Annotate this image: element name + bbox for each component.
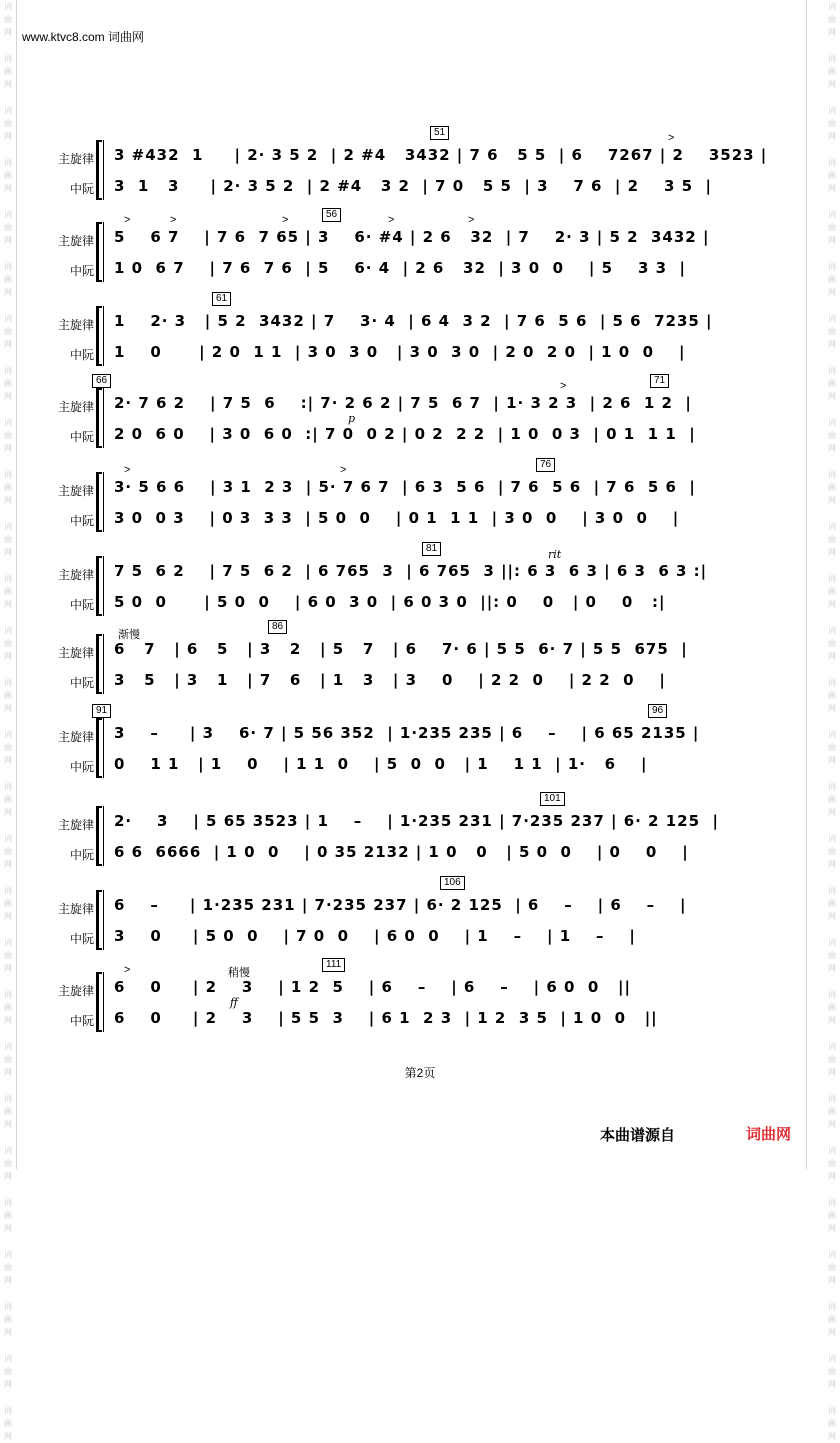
system-brace bbox=[96, 556, 102, 616]
zhongruan-notation: 3 0 | 5 0 0 | 7 0 0 | 6 0 0 | 1 – | 1 – | bbox=[114, 927, 636, 945]
score-system bbox=[0, 705, 840, 780]
melody-notation: 3 #432 1 | 2· 3 5 2 | 2 #4 3432 | 7 6 5 5 | 6 7267 | 2 3523 | bbox=[114, 146, 768, 164]
melody-notation: 3 – | 3 6· 7 | 5 56 352 | 1·235 235 | 6 – | 6 65 2135 | bbox=[114, 724, 700, 742]
score-system bbox=[0, 293, 840, 368]
system-brace bbox=[96, 472, 102, 532]
part-label-zhongruan: 中阮 bbox=[69, 1014, 94, 1028]
page-number: 第2页 bbox=[404, 1066, 436, 1080]
accent-mark: > bbox=[468, 214, 475, 226]
part-label-melody: 主旋律 bbox=[57, 152, 94, 166]
melody-notation: 1 2· 3 | 5 2 3432 | 7 3· 4 | 6 4 3 2 | 7 6 5 6 | 5 6 7235 | bbox=[114, 312, 713, 330]
measure-number: 61 bbox=[212, 292, 231, 306]
measure-number: 71 bbox=[650, 374, 669, 388]
score-system bbox=[0, 793, 840, 868]
system-brace-line bbox=[103, 634, 104, 694]
part-label-zhongruan: 中阮 bbox=[69, 182, 94, 196]
measure-number: 106 bbox=[440, 876, 465, 890]
system-brace bbox=[96, 140, 102, 200]
zhongruan-notation: 2 0 6 0 | 3 0 6 0 :| 7 0 0 2 | 0 2 2 2 | 1 0 0 3 | 0 1 1 1 | bbox=[114, 425, 696, 443]
score-system bbox=[0, 209, 840, 284]
part-label-melody: 主旋律 bbox=[57, 730, 94, 744]
system-brace-line bbox=[103, 972, 104, 1032]
measure-number: 86 bbox=[268, 620, 287, 634]
accent-mark: > bbox=[282, 214, 289, 226]
system-brace bbox=[96, 388, 102, 448]
system-brace-line bbox=[103, 718, 104, 778]
melody-notation: 7 5 6 2 | 7 5 6 2 | 6 765 3 | 6 765 3 ||: 6 3 6 3 | 6 3 6 3 :| bbox=[114, 562, 708, 580]
system-brace bbox=[96, 718, 102, 778]
score-system bbox=[0, 459, 840, 534]
zhongruan-notation: 1 0 | 2 0 1 1 | 3 0 3 0 | 3 0 3 0 | 2 0 2 0 | 1 0 0 | bbox=[114, 343, 686, 361]
accent-mark: > bbox=[340, 464, 347, 476]
zhongruan-notation: 6 6 6666 | 1 0 0 | 0 35 2132 | 1 0 0 | 5 0 0 | 0 0 | bbox=[114, 843, 689, 861]
site-url[interactable]: www.ktvc8.com 词曲网 bbox=[22, 30, 145, 44]
system-brace bbox=[96, 634, 102, 694]
part-label-melody: 主旋律 bbox=[57, 646, 94, 660]
part-label-zhongruan: 中阮 bbox=[69, 932, 94, 946]
part-label-zhongruan: 中阮 bbox=[69, 430, 94, 444]
system-brace-line bbox=[103, 472, 104, 532]
score-system bbox=[0, 959, 840, 1034]
accent-mark: > bbox=[170, 214, 177, 226]
zhongruan-notation: 3 0 0 3 | 0 3 3 3 | 5 0 0 | 0 1 1 1 | 3 0 0 | 3 0 0 | bbox=[114, 509, 680, 527]
system-brace-line bbox=[103, 388, 104, 448]
expression-mark: rit bbox=[548, 548, 562, 561]
score-system bbox=[0, 375, 840, 450]
system-brace bbox=[96, 222, 102, 282]
measure-number: 56 bbox=[322, 208, 341, 222]
system-brace bbox=[96, 806, 102, 866]
zhongruan-notation: 5 0 0 | 5 0 0 | 6 0 3 0 | 6 0 3 0 ||: 0 0 | 0 0 :| bbox=[114, 593, 666, 611]
score-system bbox=[0, 621, 840, 696]
part-label-zhongruan: 中阮 bbox=[69, 264, 94, 278]
part-label-zhongruan: 中阮 bbox=[69, 676, 94, 690]
part-label-melody: 主旋律 bbox=[57, 902, 94, 916]
zhongruan-notation: 3 1 3 | 2· 3 5 2 | 2 #4 3 2 | 7 0 5 5 | 3 7 6 | 2 3 5 | bbox=[114, 177, 712, 195]
zhongruan-notation: 6 0 | 2 3 | 5 5 3 | 6 1 2 3 | 1 2 3 5 | 1 0 0 || bbox=[114, 1009, 658, 1027]
measure-number: 91 bbox=[92, 704, 111, 718]
part-label-zhongruan: 中阮 bbox=[69, 348, 94, 362]
system-brace bbox=[96, 306, 102, 366]
melody-notation: 5 6 7 | 7 6 7 65 | 3 6· #4 | 2 6 32 | 7 2· 3 | 5 2 3432 | bbox=[114, 228, 710, 246]
measure-number: 101 bbox=[540, 792, 565, 806]
expression-mark: 渐慢 bbox=[118, 629, 140, 641]
part-label-melody: 主旋律 bbox=[57, 818, 94, 832]
measure-number: 66 bbox=[92, 374, 111, 388]
accent-mark: > bbox=[124, 964, 131, 976]
melody-notation: 6 0 | 2 3 | 1 2 5 | 6 – | 6 – | 6 0 0 || bbox=[114, 978, 631, 996]
expression-mark: p bbox=[348, 412, 356, 425]
system-brace-line bbox=[103, 222, 104, 282]
zhongruan-notation: 0 1 1 | 1 0 | 1 1 0 | 5 0 0 | 1 1 1 | 1· 6 | bbox=[114, 755, 648, 773]
melody-notation: 3· 5 6 6 | 3 1 2 3 | 5· 7 6 7 | 6 3 5 6 | 7 6 5 6 | 7 6 5 6 | bbox=[114, 478, 696, 496]
accent-mark: > bbox=[388, 214, 395, 226]
system-brace bbox=[96, 972, 102, 1032]
measure-number: 111 bbox=[322, 958, 345, 972]
zhongruan-notation: 3 5 | 3 1 | 7 6 | 1 3 | 3 0 | 2 2 0 | 2 2 0 | bbox=[114, 671, 666, 689]
system-brace-line bbox=[103, 306, 104, 366]
accent-mark: > bbox=[560, 380, 567, 392]
right-edge-watermark: 词 曲 网 词 曲 网 词 曲 网 词 曲 网 词 曲 网 词 曲 网 词 曲 网 词 曲 网 词 曲 网 词 曲 网 词 曲 网 词 曲 网 词 曲 网 词 曲 网 词 曲 网 词 曲 网 词 曲 网 词 曲 网 词 曲 网 词 曲 网 词 曲 网 词 曲 网 词 曲 网 词 曲 网 词 曲 网 词 曲 网 词 曲 网 词 曲 网 bbox=[828, 2, 836, 1441]
measure-number: 81 bbox=[422, 542, 441, 556]
part-label-melody: 主旋律 bbox=[57, 400, 94, 414]
melody-notation: 6 – | 1·235 231 | 7·235 237 | 6· 2 125 | 6 – | 6 – | bbox=[114, 896, 687, 914]
measure-number: 76 bbox=[536, 458, 555, 472]
zhongruan-notation: 1 0 6 7 | 7 6 7 6 | 5 6· 4 | 2 6 32 | 3 0 0 | 5 3 3 | bbox=[114, 259, 686, 277]
score-system bbox=[0, 127, 840, 202]
part-label-melody: 主旋律 bbox=[57, 234, 94, 248]
system-brace-line bbox=[103, 140, 104, 200]
part-label-zhongruan: 中阮 bbox=[69, 598, 94, 612]
part-label-melody: 主旋律 bbox=[57, 568, 94, 582]
accent-mark: > bbox=[124, 214, 131, 226]
score-system bbox=[0, 543, 840, 618]
melody-notation: 2· 7 6 2 | 7 5 6 :| 7· 2 6 2 | 7 5 6 7 | 1· 3 2 3 | 2 6 1 2 | bbox=[114, 394, 692, 412]
source-label: 本曲谱源自 bbox=[600, 1127, 676, 1144]
brand-logo-text[interactable]: 词曲网 bbox=[746, 1126, 792, 1143]
left-edge-watermark: 词 曲 网 词 曲 网 词 曲 网 词 曲 网 词 曲 网 词 曲 网 词 曲 网 词 曲 网 词 曲 网 词 曲 网 词 曲 网 词 曲 网 词 曲 网 词 曲 网 词 曲 网 词 曲 网 词 曲 网 词 曲 网 词 曲 网 词 曲 网 词 曲 网 词 曲 网 词 曲 网 词 曲 网 词 曲 网 词 曲 网 词 曲 网 词 曲 网 bbox=[4, 2, 12, 1441]
part-label-melody: 主旋律 bbox=[57, 984, 94, 998]
system-brace-line bbox=[103, 890, 104, 950]
part-label-melody: 主旋律 bbox=[57, 318, 94, 332]
part-label-melody: 主旋律 bbox=[57, 484, 94, 498]
system-brace bbox=[96, 890, 102, 950]
accent-mark: > bbox=[668, 132, 675, 144]
measure-number: 51 bbox=[430, 126, 449, 140]
expression-mark: ff bbox=[230, 996, 238, 1009]
expression-mark: 稍慢 bbox=[228, 967, 250, 979]
system-brace-line bbox=[103, 806, 104, 866]
measure-number: 96 bbox=[648, 704, 667, 718]
part-label-zhongruan: 中阮 bbox=[69, 514, 94, 528]
accent-mark: > bbox=[124, 464, 131, 476]
melody-notation: 6 7 | 6 5 | 3 2 | 5 7 | 6 7· 6 | 5 5 6· 7 | 5 5 675 | bbox=[114, 640, 688, 658]
melody-notation: 2· 3 | 5 65 3523 | 1 – | 1·235 231 | 7·235 237 | 6· 2 125 | bbox=[114, 812, 719, 830]
part-label-zhongruan: 中阮 bbox=[69, 760, 94, 774]
score-system bbox=[0, 877, 840, 952]
part-label-zhongruan: 中阮 bbox=[69, 848, 94, 862]
system-brace-line bbox=[103, 556, 104, 616]
